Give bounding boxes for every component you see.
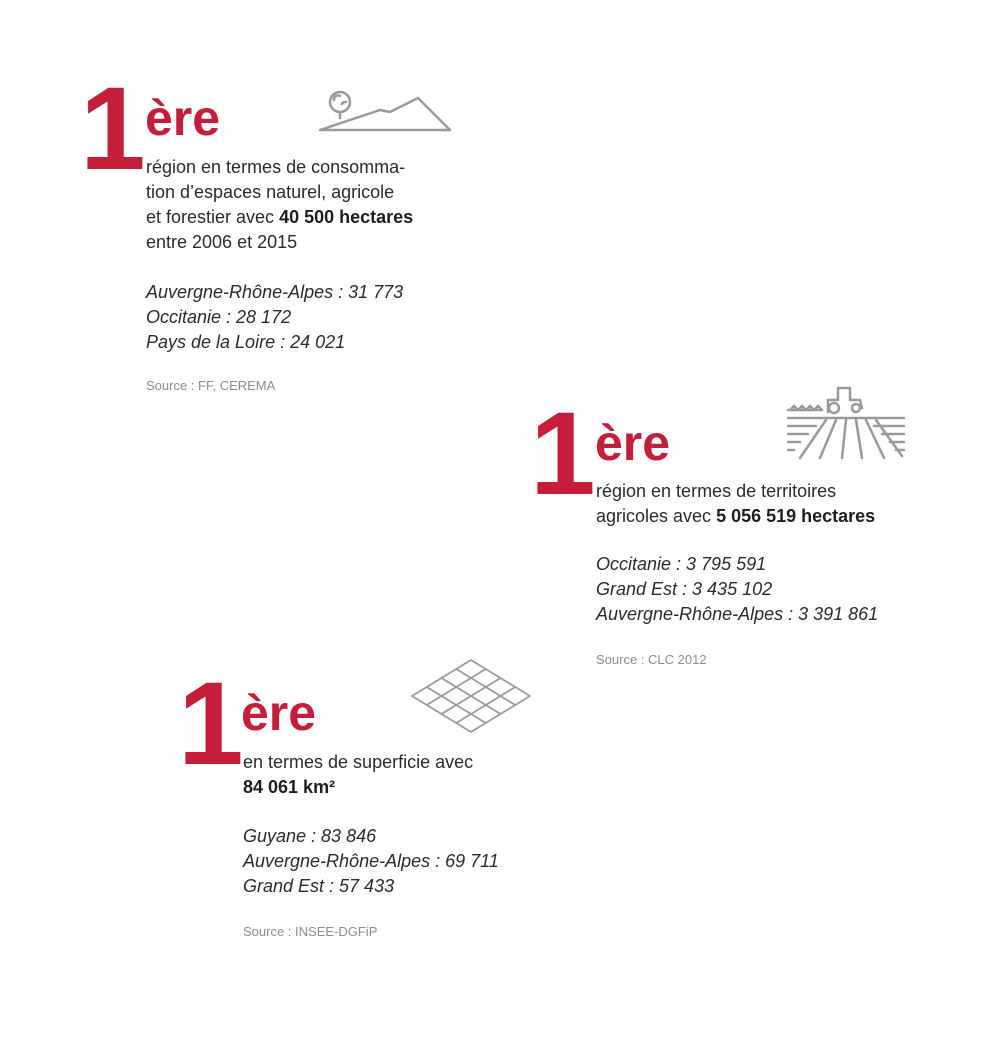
ranking-list	[596, 552, 878, 627]
stat-block-agricultural	[500, 370, 1000, 680]
source-note: Source : INSEE-DGFiP	[243, 924, 378, 939]
ranking-item: Grand Est : 57 433	[243, 876, 395, 896]
rank-number: 1	[80, 63, 142, 195]
ranking-item: Pays de la Loire : 24 021	[146, 332, 346, 352]
source-note: Source : FF, CEREMA	[146, 378, 276, 393]
description-highlight: 40 500 hectares	[279, 207, 414, 227]
rank-suffix: ère	[241, 685, 317, 741]
rank-number: 1	[530, 388, 592, 520]
stat-block-consumption	[0, 0, 500, 400]
rank-number: 1	[178, 658, 240, 790]
landscape-tree-mountain-icon	[318, 88, 452, 134]
ranking-list	[146, 280, 403, 355]
rank-suffix: ère	[145, 90, 221, 146]
ranking-item: Auvergne-Rhône-Alpes : 69 711	[243, 851, 499, 871]
description-highlight: 5 056 519 hectares	[716, 506, 876, 526]
ranking-item: Occitanie : 3 795 591	[596, 554, 767, 574]
ranking-list	[243, 824, 499, 899]
stat-block-surface	[100, 640, 600, 960]
ranking-item: Auvergne-Rhône-Alpes : 31 773	[146, 282, 404, 302]
source-note: Source : CLC 2012	[596, 652, 707, 667]
description-text: région en termes de territoires agricoles avec	[596, 481, 837, 526]
ranking-item: Occitanie : 28 172	[146, 307, 292, 327]
ranking-item: Guyane : 83 846	[243, 826, 377, 846]
ranking-item: Grand Est : 3 435 102	[596, 579, 773, 599]
description	[243, 750, 563, 800]
description-highlight: 84 061 km²	[243, 777, 336, 797]
tractor-field-icon	[786, 384, 906, 460]
description-text: en termes de superficie avec	[243, 752, 474, 772]
description	[146, 155, 466, 255]
description	[596, 479, 926, 529]
rank-suffix: ère	[595, 415, 671, 471]
land-grid-icon	[410, 658, 532, 734]
ranking-item: Auvergne-Rhône-Alpes : 3 391 861	[596, 604, 879, 624]
description-text-end: entre 2006 et 2015	[146, 232, 298, 252]
description-text: région en termes de consomma- tion d’espaces naturel, agricole et forestier avec	[146, 157, 406, 227]
